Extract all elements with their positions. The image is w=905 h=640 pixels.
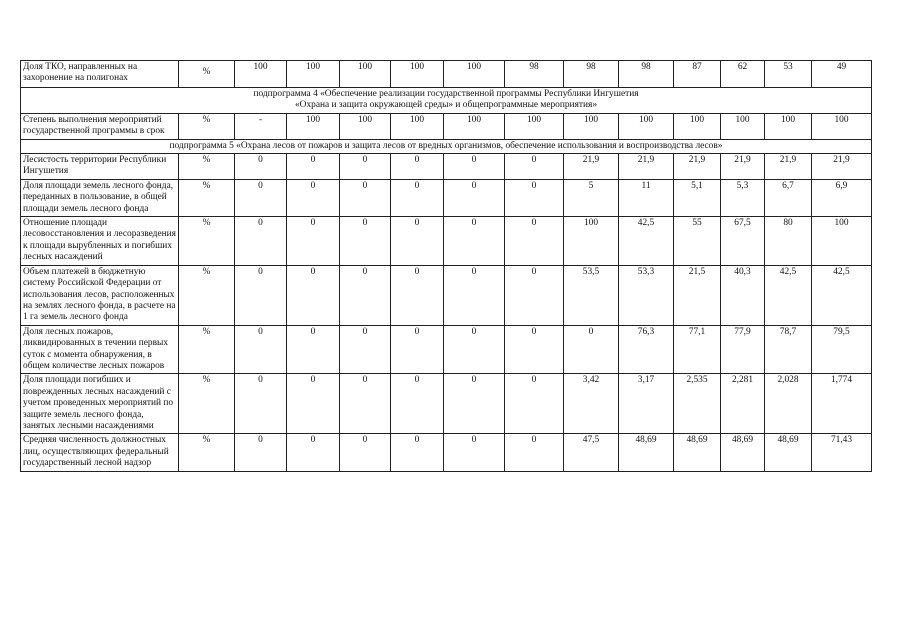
value-cell: 77,1 (674, 325, 721, 374)
indicator-name: Средняя численность должностных лиц, осуществляющих федеральный государственный лесной надзор (21, 434, 179, 471)
value-cell: 2,535 (674, 374, 721, 434)
value-cell: 100 (564, 113, 619, 139)
value-cell: 0 (505, 265, 564, 325)
value-cell: - (235, 113, 287, 139)
value-cell: 100 (287, 113, 340, 139)
value-cell: 0 (235, 217, 287, 266)
value-cell: 42,5 (619, 217, 674, 266)
value-cell: 0 (391, 434, 444, 471)
value-cell: 0 (505, 154, 564, 180)
value-cell: 21,9 (674, 154, 721, 180)
unit-cell: % (179, 325, 235, 374)
value-cell: 0 (235, 265, 287, 325)
value-cell: 100 (444, 113, 505, 139)
value-cell: 48,69 (765, 434, 812, 471)
indicator-name: Объем платежей в бюджетную систему Российской Федерации от использования лесов, расположенных на землях лесного фонда, в расчете на 1 га земель лесного фонда (21, 265, 179, 325)
value-cell: 0 (505, 217, 564, 266)
value-cell: 0 (340, 179, 391, 216)
section-title-line: «Охрана и защита окружающей среды» и общепрограммные мероприятия» (294, 100, 598, 111)
value-cell: 100 (340, 113, 391, 139)
value-cell: 0 (235, 374, 287, 434)
value-cell: 0 (340, 325, 391, 374)
unit-cell: % (179, 374, 235, 434)
table-row (21, 374, 872, 434)
value-cell: 76,3 (619, 325, 674, 374)
value-cell: 5,1 (674, 179, 721, 216)
value-cell: 78,7 (765, 325, 812, 374)
value-cell: 0 (391, 179, 444, 216)
value-cell: 21,9 (721, 154, 765, 180)
value-cell: 98 (505, 61, 564, 88)
value-cell: 0 (391, 325, 444, 374)
value-cell: 48,69 (674, 434, 721, 471)
value-cell: 21,9 (812, 154, 872, 180)
value-cell: 6,7 (765, 179, 812, 216)
value-cell: 0 (287, 434, 340, 471)
value-cell: 100 (812, 217, 872, 266)
value-cell: 0 (235, 179, 287, 216)
value-cell: 0 (287, 179, 340, 216)
table-row (21, 154, 872, 180)
value-cell: 0 (391, 265, 444, 325)
value-cell: 0 (444, 374, 505, 434)
value-cell: 100 (674, 113, 721, 139)
indicator-name: Доля площади погибших и поврежденных лесных насаждений с учетом проведенных мероприятий по защите земель лесного фонда, занятых лесными насаждениями (21, 374, 179, 434)
table-row (21, 61, 872, 88)
value-cell: 0 (235, 325, 287, 374)
value-cell: 53,5 (564, 265, 619, 325)
table-row (21, 113, 872, 139)
value-cell: 77,9 (721, 325, 765, 374)
value-cell: 0 (444, 434, 505, 471)
value-cell: 0 (287, 265, 340, 325)
value-cell: 0 (340, 434, 391, 471)
section-title-line: подпрограмма 4 «Обеспечение реализации государственной программы Республики Ингушетия (253, 89, 639, 99)
value-cell: 42,5 (812, 265, 872, 325)
value-cell: 0 (505, 374, 564, 434)
value-cell: 5,3 (721, 179, 765, 216)
value-cell: 0 (391, 374, 444, 434)
value-cell: 0 (391, 154, 444, 180)
value-cell: 71,43 (812, 434, 872, 471)
unit-cell: % (179, 265, 235, 325)
value-cell: 0 (564, 325, 619, 374)
value-cell: 48,69 (721, 434, 765, 471)
value-cell: 98 (564, 61, 619, 88)
value-cell: 0 (444, 154, 505, 180)
indicators-table (20, 60, 872, 472)
value-cell: 2,028 (765, 374, 812, 434)
value-cell: 11 (619, 179, 674, 216)
value-cell: 0 (287, 217, 340, 266)
value-cell: 100 (235, 61, 287, 88)
value-cell: 0 (340, 374, 391, 434)
value-cell: 0 (505, 434, 564, 471)
value-cell: 0 (444, 179, 505, 216)
value-cell: 100 (812, 113, 872, 139)
section-title (21, 139, 872, 153)
value-cell: 0 (287, 374, 340, 434)
value-cell: 0 (340, 217, 391, 266)
value-cell: 0 (391, 217, 444, 266)
value-cell: 21,9 (564, 154, 619, 180)
table-row (21, 265, 872, 325)
unit-cell: % (179, 217, 235, 266)
value-cell: 49 (812, 61, 872, 88)
value-cell: 100 (721, 113, 765, 139)
section-row (21, 139, 872, 153)
value-cell: 80 (765, 217, 812, 266)
value-cell: 100 (391, 61, 444, 88)
value-cell: 2,281 (721, 374, 765, 434)
value-cell: 21,9 (619, 154, 674, 180)
indicator-name: Степень выполнения мероприятий государственной программы в срок (21, 113, 179, 139)
value-cell: 0 (444, 325, 505, 374)
value-cell: 48,69 (619, 434, 674, 471)
value-cell: 0 (505, 179, 564, 216)
unit-cell: % (179, 434, 235, 471)
value-cell: 3,17 (619, 374, 674, 434)
value-cell: 6,9 (812, 179, 872, 216)
unit-cell: % (179, 179, 235, 216)
unit-cell: % (179, 113, 235, 139)
value-cell: 100 (287, 61, 340, 88)
table-row (21, 179, 872, 216)
section-row (21, 88, 872, 114)
section-title (21, 88, 872, 114)
unit-cell: % (179, 154, 235, 180)
value-cell: 79,5 (812, 325, 872, 374)
value-cell: 0 (235, 434, 287, 471)
value-cell: 0 (444, 265, 505, 325)
value-cell: 5 (564, 179, 619, 216)
section-title-line: подпрограмма 5 «Охрана лесов от пожаров и защита лесов от вредных организмов, обеспечение использования и воспроизводства лесов» (169, 140, 723, 151)
table-row (21, 217, 872, 266)
value-cell: 0 (340, 265, 391, 325)
value-cell: 1,774 (812, 374, 872, 434)
value-cell: 40,3 (721, 265, 765, 325)
value-cell: 47,5 (564, 434, 619, 471)
table-row (21, 434, 872, 471)
value-cell: 3,42 (564, 374, 619, 434)
value-cell: 100 (564, 217, 619, 266)
indicator-name: Лесистость территории Республики Ингушетия (21, 154, 179, 180)
value-cell: 100 (340, 61, 391, 88)
value-cell: 21,5 (674, 265, 721, 325)
value-cell: 62 (721, 61, 765, 88)
indicator-name: Доля лесных пожаров, ликвидированных в течении первых суток с момента обнаружения, в общем количестве лесных пожаров (21, 325, 179, 374)
value-cell: 53,3 (619, 265, 674, 325)
value-cell: 55 (674, 217, 721, 266)
indicator-name: Доля площади земель лесного фонда, переданных в пользование, в общей площади земель лесного фонда (21, 179, 179, 216)
value-cell: 0 (505, 325, 564, 374)
unit-cell: % (179, 61, 235, 88)
value-cell: 100 (619, 113, 674, 139)
value-cell: 67,5 (721, 217, 765, 266)
value-cell: 53 (765, 61, 812, 88)
indicator-name: Доля ТКО, направленных на захоронение на полигонах (21, 61, 179, 88)
value-cell: 100 (444, 61, 505, 88)
value-cell: 0 (340, 154, 391, 180)
value-cell: 21,9 (765, 154, 812, 180)
indicator-name: Отношение площади лесовосстановления и лесоразведения к площади вырубленных и погибших лесных насаждений (21, 217, 179, 266)
value-cell: 100 (391, 113, 444, 139)
value-cell: 100 (505, 113, 564, 139)
value-cell: 0 (287, 325, 340, 374)
table-body (21, 61, 872, 472)
value-cell: 0 (287, 154, 340, 180)
value-cell: 87 (674, 61, 721, 88)
table-row (21, 325, 872, 374)
value-cell: 0 (444, 217, 505, 266)
value-cell: 98 (619, 61, 674, 88)
value-cell: 42,5 (765, 265, 812, 325)
value-cell: 0 (235, 154, 287, 180)
value-cell: 100 (765, 113, 812, 139)
